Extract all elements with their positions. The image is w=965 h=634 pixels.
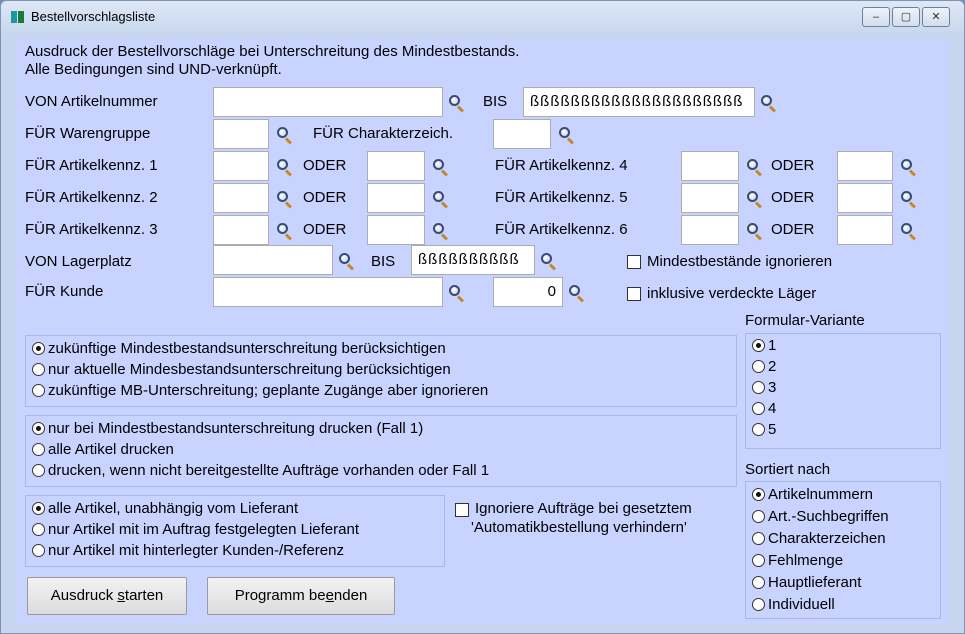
radio-option[interactable]: nur Artikel mit hinterlegter Kunden-/Referenz — [32, 541, 344, 561]
minimize-button[interactable]: – — [862, 7, 890, 27]
oder-label: ODER — [771, 221, 815, 238]
radio-option[interactable]: nur aktuelle Mindesbestandsunterschreitung berücksichtigen — [32, 360, 451, 380]
search-icon[interactable] — [559, 127, 575, 143]
radio-option[interactable]: zukünftige Mindestbestandsunterschreitung berücksichtigen — [32, 339, 446, 359]
artikel-von-label: VON Artikelnummer — [25, 93, 158, 110]
radio-icon[interactable] — [32, 544, 45, 557]
radio-option[interactable]: 4 — [752, 399, 776, 419]
artikel-von-input[interactable] — [213, 87, 443, 117]
radio-option[interactable]: alle Artikel drucken — [32, 440, 174, 460]
radio-icon[interactable] — [752, 423, 765, 436]
kennz5-input[interactable] — [681, 183, 739, 213]
search-icon[interactable] — [569, 285, 585, 301]
kennz3-input[interactable] — [213, 215, 269, 245]
kunde-input[interactable] — [213, 277, 443, 307]
window-title: Bestellvorschlagsliste — [31, 9, 156, 24]
radio-icon[interactable] — [752, 532, 765, 545]
search-icon[interactable] — [449, 95, 465, 111]
search-icon[interactable] — [277, 223, 293, 239]
kennz4-oder-input[interactable] — [837, 151, 893, 181]
window-controls — [860, 7, 950, 27]
radio-option[interactable]: Hauptlieferant — [752, 573, 861, 593]
search-icon[interactable] — [901, 159, 917, 175]
kennz6-input[interactable] — [681, 215, 739, 245]
search-icon[interactable] — [433, 159, 449, 175]
auftraege-ignorieren-checkbox[interactable] — [455, 503, 469, 517]
radio-option[interactable]: 2 — [752, 357, 776, 377]
kennz2-input[interactable] — [213, 183, 269, 213]
search-icon[interactable] — [277, 127, 293, 143]
radio-option[interactable]: zukünftige MB-Unterschreitung; geplante Zugänge aber ignorieren — [32, 381, 488, 401]
auftraege-ignorieren-label: Ignoriere Aufträge bei gesetztem — [475, 500, 692, 517]
search-icon[interactable] — [433, 191, 449, 207]
kennz5-oder-input[interactable] — [837, 183, 893, 213]
search-icon[interactable] — [747, 223, 763, 239]
radio-option[interactable]: nur bei Mindestbestandsunterschreitung drucken (Fall 1) — [32, 419, 423, 439]
charakter-input[interactable] — [493, 119, 551, 149]
form-area — [15, 39, 950, 625]
lieferant-group — [25, 495, 445, 567]
oder-label: ODER — [303, 157, 347, 174]
kennz1-input[interactable] — [213, 151, 269, 181]
start-print-button[interactable]: Ausdruck starten — [27, 577, 187, 615]
warengruppe-label: FÜR Warengruppe — [25, 125, 151, 142]
search-icon[interactable] — [277, 159, 293, 175]
radio-icon[interactable] — [32, 443, 45, 456]
kennz2-oder-input[interactable] — [367, 183, 425, 213]
radio-icon[interactable] — [32, 384, 45, 397]
radio-selected-icon[interactable] — [752, 488, 765, 501]
radio-selected-icon[interactable] — [752, 339, 765, 352]
radio-icon[interactable] — [752, 381, 765, 394]
search-icon[interactable] — [747, 159, 763, 175]
kennz1-label: FÜR Artikelkennz. 1 — [25, 157, 158, 174]
search-icon[interactable] — [901, 223, 917, 239]
kennz4-input[interactable] — [681, 151, 739, 181]
mindest-ignorieren-label: Mindestbestände ignorieren — [647, 253, 833, 270]
radio-icon[interactable] — [32, 523, 45, 536]
radio-icon[interactable] — [752, 402, 765, 415]
sortierung-title: Sortiert nach — [745, 461, 831, 478]
search-icon[interactable] — [541, 253, 557, 269]
lager-bis-label: BIS — [371, 253, 396, 270]
verdeckte-laeger-checkbox[interactable] — [627, 287, 641, 301]
radio-selected-icon[interactable] — [32, 502, 45, 515]
radio-icon[interactable] — [752, 576, 765, 589]
radio-option[interactable]: Individuell — [752, 595, 835, 615]
warengruppe-input[interactable] — [213, 119, 269, 149]
radio-icon[interactable] — [32, 464, 45, 477]
kennz1-oder-input[interactable] — [367, 151, 425, 181]
search-icon[interactable] — [747, 191, 763, 207]
kennz6-oder-input[interactable] — [837, 215, 893, 245]
close-button[interactable]: ✕ — [922, 7, 950, 27]
radio-icon[interactable] — [752, 510, 765, 523]
lager-von-label: VON Lagerplatz — [25, 253, 132, 270]
app-icon — [11, 11, 25, 23]
maximize-button[interactable]: ▢ — [892, 7, 920, 27]
title-bar[interactable] — [1, 1, 964, 33]
end-program-button[interactable]: Programm beenden — [207, 577, 395, 615]
oder-label: ODER — [771, 189, 815, 206]
search-icon[interactable] — [761, 95, 777, 111]
intro-line-1: Ausdruck der Bestellvorschläge bei Unterschreitung des Mindestbestands. — [25, 43, 520, 60]
drucken-group — [25, 415, 737, 487]
search-icon[interactable] — [277, 191, 293, 207]
charakter-label: FÜR Charakterzeich. — [313, 125, 454, 142]
kennz4-label: FÜR Artikelkennz. 4 — [495, 157, 628, 174]
radio-icon[interactable] — [32, 363, 45, 376]
verdeckte-laeger-label: inklusive verdeckte Läger — [647, 285, 817, 302]
radio-option[interactable]: Art.-Suchbegriffen — [752, 507, 889, 527]
radio-icon[interactable] — [752, 360, 765, 373]
radio-option[interactable]: nur Artikel mit im Auftrag festgelegten Lieferant — [32, 520, 359, 540]
mindest-ignorieren-checkbox[interactable] — [627, 255, 641, 269]
radio-icon[interactable] — [752, 598, 765, 611]
oder-label: ODER — [771, 157, 815, 174]
radio-option[interactable]: Charakterzeichen — [752, 529, 886, 549]
kunde-nr-input[interactable]: 0 — [493, 277, 563, 307]
auftraege-ignorieren-label-2: 'Automatikbestellung verhindern' — [471, 519, 687, 536]
radio-option[interactable]: 5 — [752, 420, 776, 440]
lager-von-input[interactable] — [213, 245, 333, 275]
search-icon[interactable] — [433, 223, 449, 239]
radio-option[interactable]: Fehlmenge — [752, 551, 843, 571]
oder-label: ODER — [303, 189, 347, 206]
sortierung-group — [745, 481, 941, 619]
artikel-bis-label: BIS — [483, 93, 508, 110]
intro-line-2: Alle Bedingungen sind UND-verknüpft. — [25, 61, 282, 78]
kennz6-label: FÜR Artikelkennz. 6 — [495, 221, 628, 238]
kunde-label: FÜR Kunde — [25, 283, 104, 300]
lager-bis-input[interactable]: ßßßßßßßßßß — [411, 245, 535, 275]
radio-option[interactable]: Artikelnummern — [752, 485, 873, 505]
artikel-bis-input[interactable]: ßßßßßßßßßßßßßßßßßßßßß — [523, 87, 755, 117]
formular-group — [745, 333, 941, 449]
kennz2-label: FÜR Artikelkennz. 2 — [25, 189, 158, 206]
search-icon[interactable] — [449, 285, 465, 301]
radio-option[interactable]: 1 — [752, 336, 776, 356]
kennz5-label: FÜR Artikelkennz. 5 — [495, 189, 628, 206]
kennz3-label: FÜR Artikelkennz. 3 — [25, 221, 158, 238]
radio-option[interactable]: drucken, wenn nicht bereitgestellte Aufträge vorhanden oder Fall 1 — [32, 461, 489, 481]
radio-option[interactable]: alle Artikel, unabhängig vom Lieferant — [32, 499, 298, 519]
unterschreitung-group — [25, 335, 737, 407]
kennz3-oder-input[interactable] — [367, 215, 425, 245]
radio-option[interactable]: 3 — [752, 378, 776, 398]
search-icon[interactable] — [339, 253, 355, 269]
oder-label: ODER — [303, 221, 347, 238]
search-icon[interactable] — [901, 191, 917, 207]
radio-selected-icon[interactable] — [32, 342, 45, 355]
radio-selected-icon[interactable] — [32, 422, 45, 435]
formular-title: Formular-Variante — [745, 312, 865, 329]
radio-icon[interactable] — [752, 554, 765, 567]
